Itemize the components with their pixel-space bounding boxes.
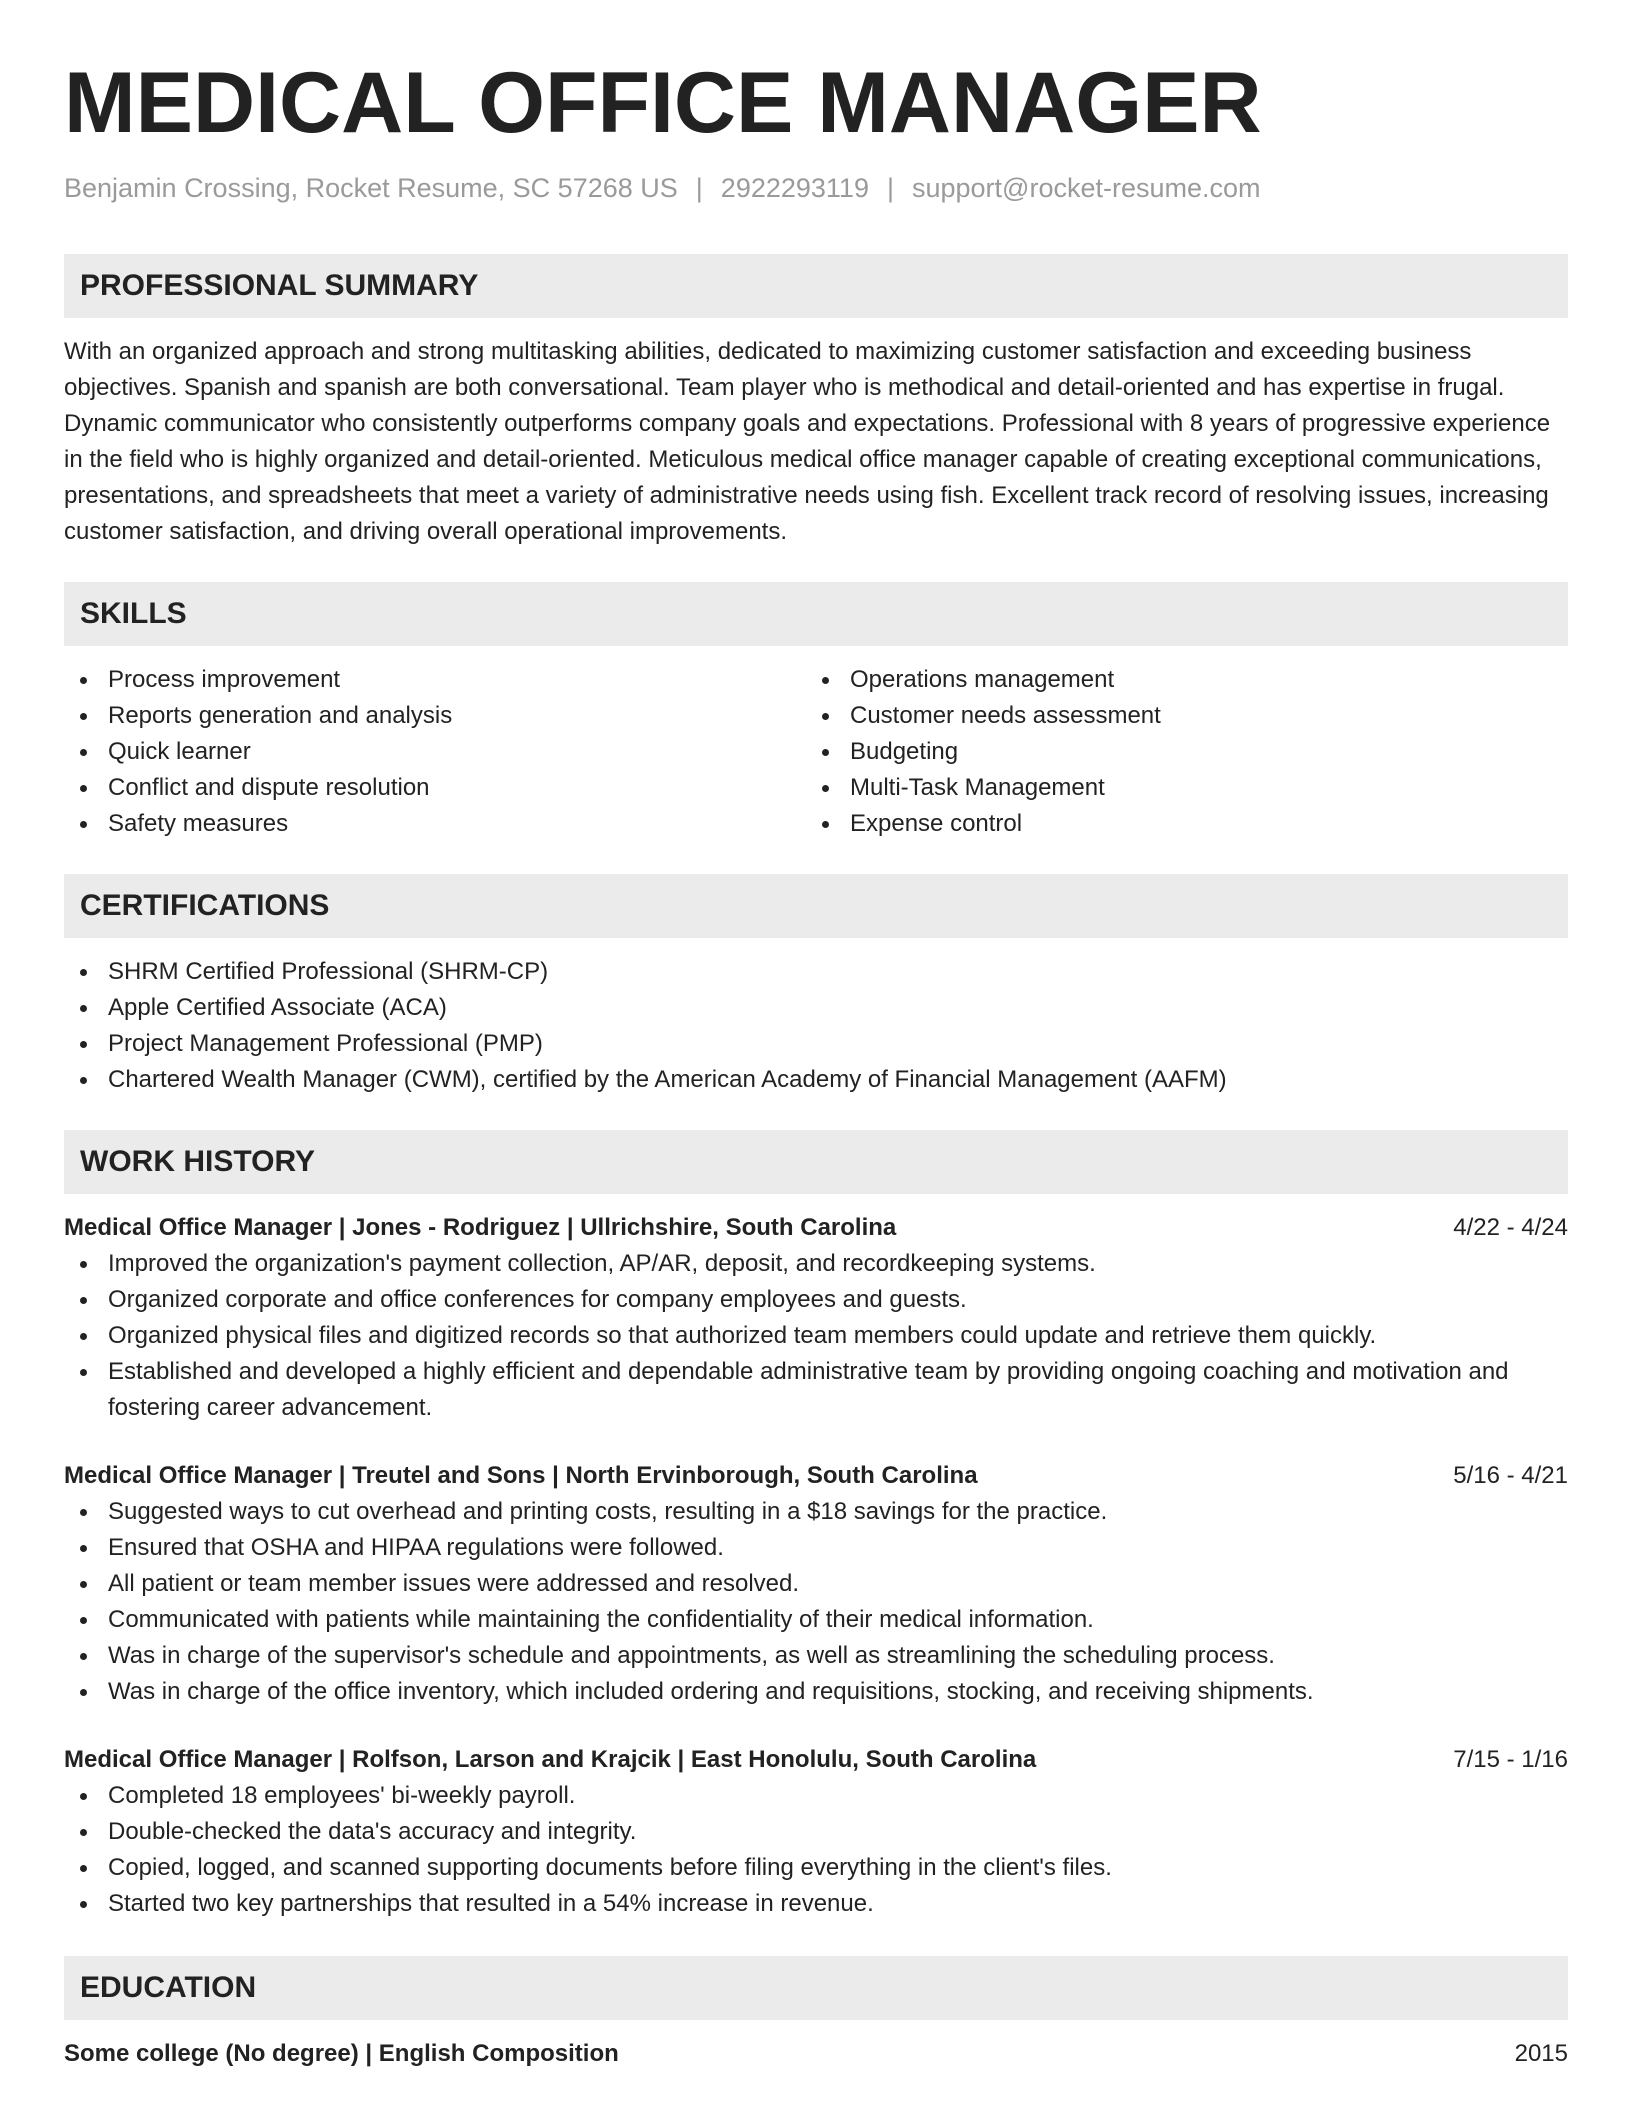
job-bullet: Completed 18 employees' bi-weekly payroll. [64, 1778, 1568, 1814]
skills-column-right [806, 662, 1548, 842]
skill-item: Reports generation and analysis [64, 698, 806, 734]
section-header-certifications [64, 874, 1568, 938]
job-bullet: Started two key partnerships that resulted in a 54% increase in revenue. [64, 1886, 1568, 1922]
job-bullet: All patient or team member issues were addressed and resolved. [64, 1566, 1568, 1602]
section-title-summary: PROFESSIONAL SUMMARY [80, 268, 479, 302]
job-dates: 4/22 - 4/24 [1453, 1213, 1568, 1241]
job-bullet: Organized physical files and digitized records so that authorized team members could update and retrieve them quickly. [64, 1318, 1568, 1354]
skill-item: Expense control [806, 806, 1548, 842]
job-header [64, 1458, 1568, 1494]
certification-item: Project Management Professional (PMP) [64, 1026, 1568, 1062]
certification-item: SHRM Certified Professional (SHRM-CP) [64, 954, 1568, 990]
education-title: Some college (No degree) | English Composition [64, 2039, 619, 2067]
job-entry [64, 1210, 1568, 1426]
job-bullets [64, 1494, 1568, 1710]
skill-item: Quick learner [64, 734, 806, 770]
certifications-list [64, 954, 1568, 1098]
job-bullet: Suggested ways to cut overhead and printing costs, resulting in a $18 savings for the practice. [64, 1494, 1568, 1530]
section-header-summary [64, 254, 1568, 318]
skill-item: Safety measures [64, 806, 806, 842]
job-bullet: Was in charge of the supervisor's schedule and appointments, as well as streamlining the scheduling process. [64, 1638, 1568, 1674]
contact-separator: | [886, 172, 894, 203]
job-bullet: Copied, logged, and scanned supporting documents before filing everything in the client's files. [64, 1850, 1568, 1886]
section-title-education: EDUCATION [80, 1970, 257, 2004]
skill-item: Conflict and dispute resolution [64, 770, 806, 806]
job-entry [64, 1742, 1568, 1922]
education-entry [64, 2036, 1568, 2072]
job-bullet: Was in charge of the office inventory, which included ordering and requisitions, stocking, and receiving shipments. [64, 1674, 1568, 1710]
certification-item: Chartered Wealth Manager (CWM), certified by the American Academy of Financial Management (AAFM) [64, 1062, 1568, 1098]
section-header-skills [64, 582, 1568, 646]
certification-item: Apple Certified Associate (ACA) [64, 990, 1568, 1026]
job-bullet: Improved the organization's payment collection, AP/AR, deposit, and recordkeeping systems. [64, 1246, 1568, 1282]
skill-item: Process improvement [64, 662, 806, 698]
job-title: Medical Office Manager | Jones - Rodriguez | Ullrichshire, South Carolina [64, 1213, 897, 1241]
section-title-skills: SKILLS [80, 596, 187, 630]
job-title: Medical Office Manager | Rolfson, Larson and Krajcik | East Honolulu, South Carolina [64, 1745, 1037, 1773]
job-bullets [64, 1246, 1568, 1426]
job-bullet: Double-checked the data's accuracy and integrity. [64, 1814, 1568, 1850]
contact-address: Benjamin Crossing, Rocket Resume, SC 57268 US [64, 172, 678, 203]
resume-title: MEDICAL OFFICE MANAGER [64, 55, 1262, 151]
section-title-certifications: CERTIFICATIONS [80, 888, 330, 922]
contact-email: support@rocket-resume.com [911, 172, 1261, 203]
job-bullet: Organized corporate and office conferences for company employees and guests. [64, 1282, 1568, 1318]
contact-phone: 2922293119 [720, 172, 869, 203]
skills-grid [64, 662, 1568, 842]
job-bullet: Communicated with patients while maintaining the confidentiality of their medical information. [64, 1602, 1568, 1638]
job-dates: 5/16 - 4/21 [1453, 1461, 1568, 1489]
job-header [64, 1210, 1568, 1246]
job-title: Medical Office Manager | Treutel and Sons | North Ervinborough, South Carolina [64, 1461, 978, 1489]
skill-item: Operations management [806, 662, 1548, 698]
summary-text: With an organized approach and strong multitasking abilities, dedicated to maximizing customer satisfaction and exceeding business objectives. Spanish and spanish are both conversational. Team player who is methodical and detail-oriented and has expertise in frugal. Dynamic communicator who consistently outperforms company goals and expectations. Professional with 8 years of progressive experience in the field who is highly organized and detail-oriented. Meticulous medical office manager capable of creating exceptional communications, presentations, and spreadsheets that meet a variety of administrative needs using fish. Excellent track record of resolving issues, increasing customer satisfaction, and driving overall operational improvements. [64, 337, 1551, 545]
education-year: 2015 [1514, 2039, 1568, 2067]
section-title-work: WORK HISTORY [80, 1144, 316, 1178]
contact-separator: | [695, 172, 703, 203]
section-header-education [64, 1956, 1568, 2020]
contact-line [64, 173, 1568, 204]
job-header [64, 1742, 1568, 1778]
job-entry [64, 1458, 1568, 1710]
skill-item: Multi-Task Management [806, 770, 1548, 806]
section-header-work [64, 1130, 1568, 1194]
job-bullets [64, 1778, 1568, 1922]
skills-column-left [64, 662, 806, 842]
job-dates: 7/15 - 1/16 [1453, 1745, 1568, 1773]
skill-item: Customer needs assessment [806, 698, 1548, 734]
job-bullet: Established and developed a highly efficient and dependable administrative team by providing ongoing coaching and motivation and fostering career advancement. [64, 1354, 1568, 1426]
skill-item: Budgeting [806, 734, 1548, 770]
job-bullet: Ensured that OSHA and HIPAA regulations were followed. [64, 1530, 1568, 1566]
